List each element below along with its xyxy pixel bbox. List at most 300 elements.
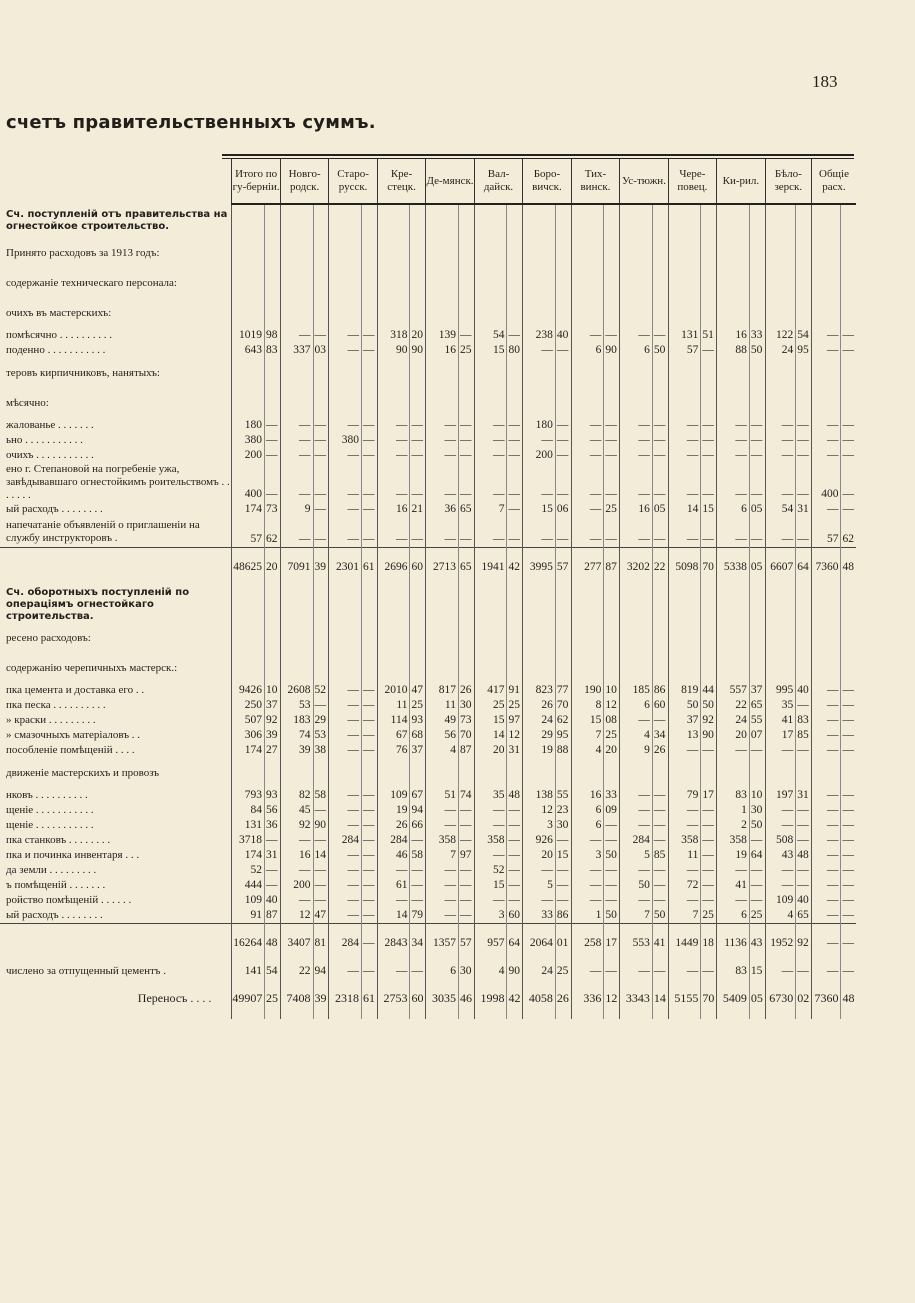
kopecks-cell bbox=[507, 238, 523, 268]
kopecks-cell: — bbox=[507, 833, 523, 848]
rubles-cell bbox=[523, 653, 556, 683]
table-row bbox=[0, 388, 856, 418]
rubles-cell: — bbox=[474, 418, 507, 433]
rubles-cell: — bbox=[329, 502, 362, 517]
kopecks-cell: 37 bbox=[265, 698, 281, 713]
row-label: ый расходъ . . . . . . . . bbox=[6, 503, 103, 515]
table-row bbox=[0, 818, 856, 833]
rubles-cell: 90 bbox=[377, 343, 410, 358]
kopecks-cell: 51 bbox=[701, 328, 717, 343]
kopecks-cell: — bbox=[701, 743, 717, 758]
kopecks-cell: 10 bbox=[265, 683, 281, 698]
row-label: Сч. оборотныхъ поступленій по операціямъ огнестойкаго строительства. bbox=[6, 587, 190, 622]
kopecks-cell: — bbox=[652, 803, 668, 818]
rubles-cell: 67 bbox=[377, 728, 410, 743]
rubles-cell: 7 bbox=[620, 908, 653, 924]
kopecks-cell: — bbox=[507, 863, 523, 878]
kopecks-cell: 25 bbox=[507, 698, 523, 713]
rubles-cell: — bbox=[280, 433, 313, 448]
kopecks-cell: — bbox=[652, 448, 668, 463]
kopecks-cell bbox=[796, 623, 812, 653]
kopecks-cell bbox=[701, 268, 717, 298]
rubles-cell: 49 bbox=[426, 713, 459, 728]
table-row bbox=[0, 204, 856, 238]
rubles-cell: 5155 bbox=[668, 979, 701, 1019]
rubles-cell: — bbox=[571, 328, 604, 343]
kopecks-cell bbox=[796, 587, 812, 623]
rubles-cell: 4058 bbox=[523, 979, 556, 1019]
kopecks-cell: 48 bbox=[265, 924, 281, 964]
rubles-cell bbox=[523, 358, 556, 388]
rubles-cell: 200 bbox=[523, 448, 556, 463]
rubles-cell: 6 bbox=[571, 803, 604, 818]
rubles-cell: 57 bbox=[668, 343, 701, 358]
kopecks-cell: — bbox=[410, 448, 426, 463]
kopecks-cell: — bbox=[313, 698, 329, 713]
rubles-cell: 2301 bbox=[329, 547, 362, 587]
kopecks-cell bbox=[701, 298, 717, 328]
kopecks-cell: — bbox=[313, 893, 329, 908]
kopecks-cell: — bbox=[458, 893, 474, 908]
kopecks-cell: 17 bbox=[701, 788, 717, 803]
kopecks-cell: 87 bbox=[604, 547, 620, 587]
row-label: нковъ . . . . . . . . . . bbox=[6, 789, 88, 801]
kopecks-cell: — bbox=[555, 433, 571, 448]
kopecks-cell: 97 bbox=[458, 848, 474, 863]
rubles-cell bbox=[717, 268, 750, 298]
table-row bbox=[0, 683, 856, 698]
kopecks-cell: 54 bbox=[796, 328, 812, 343]
rubles-cell bbox=[474, 358, 507, 388]
kopecks-cell: — bbox=[458, 463, 474, 502]
kopecks-cell: — bbox=[313, 803, 329, 818]
column-header-11: Бѣло-зерск. bbox=[765, 159, 811, 204]
kopecks-cell bbox=[313, 758, 329, 788]
kopecks-cell bbox=[410, 623, 426, 653]
rubles-cell: — bbox=[426, 463, 459, 502]
rubles-cell: — bbox=[717, 448, 750, 463]
rubles-cell: 24 bbox=[523, 713, 556, 728]
row-label: пка цемента и доставка его . . bbox=[6, 684, 145, 696]
rubles-cell bbox=[620, 238, 653, 268]
rubles-cell: 16 bbox=[717, 328, 750, 343]
rubles-cell: — bbox=[329, 418, 362, 433]
rubles-cell: — bbox=[280, 833, 313, 848]
kopecks-cell: 88 bbox=[555, 743, 571, 758]
kopecks-cell bbox=[410, 204, 426, 238]
rubles-cell: 49907 bbox=[232, 979, 265, 1019]
rubles-cell: 39 bbox=[280, 743, 313, 758]
table-row bbox=[0, 848, 856, 863]
rubles-cell bbox=[377, 388, 410, 418]
kopecks-cell bbox=[507, 204, 523, 238]
rubles-cell: — bbox=[523, 863, 556, 878]
rubles-cell: — bbox=[668, 964, 701, 979]
kopecks-cell bbox=[796, 758, 812, 788]
kopecks-cell: 94 bbox=[313, 964, 329, 979]
rubles-cell bbox=[811, 623, 841, 653]
rubles-cell: — bbox=[377, 517, 410, 547]
kopecks-cell: — bbox=[701, 818, 717, 833]
rubles-cell: — bbox=[280, 418, 313, 433]
rubles-cell: 109 bbox=[765, 893, 796, 908]
rubles-cell: 2064 bbox=[523, 924, 556, 964]
kopecks-cell: 10 bbox=[749, 788, 765, 803]
kopecks-cell: 86 bbox=[652, 683, 668, 698]
kopecks-cell: 12 bbox=[604, 979, 620, 1019]
rubles-cell: 1 bbox=[571, 908, 604, 924]
kopecks-cell: 90 bbox=[701, 728, 717, 743]
kopecks-cell: — bbox=[841, 728, 856, 743]
kopecks-cell: 27 bbox=[265, 743, 281, 758]
table-row bbox=[0, 964, 856, 979]
kopecks-cell: — bbox=[265, 463, 281, 502]
rubles-cell: 24 bbox=[523, 964, 556, 979]
rubles-cell: — bbox=[668, 743, 701, 758]
rubles-cell: 197 bbox=[765, 788, 796, 803]
table-row bbox=[0, 343, 856, 358]
rubles-cell: 76 bbox=[377, 743, 410, 758]
rubles-cell: 11 bbox=[426, 698, 459, 713]
rubles-cell: — bbox=[620, 788, 653, 803]
table-row bbox=[0, 517, 856, 547]
kopecks-cell bbox=[701, 653, 717, 683]
table-row bbox=[0, 502, 856, 517]
kopecks-cell bbox=[841, 204, 856, 238]
rubles-cell: — bbox=[377, 893, 410, 908]
kopecks-cell: — bbox=[841, 848, 856, 863]
kopecks-cell: 31 bbox=[265, 848, 281, 863]
row-label: Переносъ . . . . bbox=[137, 991, 212, 1005]
rubles-cell: — bbox=[811, 713, 841, 728]
kopecks-cell: — bbox=[362, 502, 378, 517]
rubles-cell bbox=[329, 623, 362, 653]
kopecks-cell: 50 bbox=[652, 908, 668, 924]
kopecks-cell: 61 bbox=[362, 979, 378, 1019]
rubles-cell bbox=[620, 587, 653, 623]
kopecks-cell bbox=[458, 238, 474, 268]
kopecks-cell: 20 bbox=[604, 743, 620, 758]
kopecks-cell: — bbox=[410, 418, 426, 433]
rubles-cell bbox=[668, 587, 701, 623]
rubles-cell: 2713 bbox=[426, 547, 459, 587]
kopecks-cell bbox=[841, 268, 856, 298]
kopecks-cell: — bbox=[652, 818, 668, 833]
rubles-cell: — bbox=[765, 863, 796, 878]
column-header-9: Чере-повец. bbox=[668, 159, 716, 204]
rubles-cell: 41 bbox=[765, 713, 796, 728]
rubles-cell: 50 bbox=[668, 698, 701, 713]
table-row bbox=[0, 298, 856, 328]
kopecks-cell bbox=[410, 758, 426, 788]
kopecks-cell: — bbox=[652, 463, 668, 502]
rubles-cell bbox=[329, 298, 362, 328]
kopecks-cell: 20 bbox=[410, 328, 426, 343]
rubles-cell: — bbox=[329, 328, 362, 343]
row-label: ъ помѣщеній . . . . . . . bbox=[6, 879, 106, 891]
kopecks-cell: — bbox=[796, 418, 812, 433]
kopecks-cell: 25 bbox=[410, 698, 426, 713]
rubles-cell bbox=[811, 758, 841, 788]
rubles-cell: — bbox=[329, 848, 362, 863]
kopecks-cell: — bbox=[796, 517, 812, 547]
rubles-cell: 3718 bbox=[232, 833, 265, 848]
kopecks-cell: — bbox=[362, 833, 378, 848]
column-header-12: Общіе расх. bbox=[811, 159, 856, 204]
kopecks-cell bbox=[362, 238, 378, 268]
kopecks-cell: — bbox=[749, 448, 765, 463]
kopecks-cell: 17 bbox=[604, 924, 620, 964]
rubles-cell: 41 bbox=[717, 878, 750, 893]
rubles-cell: 88 bbox=[717, 343, 750, 358]
kopecks-cell: 90 bbox=[313, 818, 329, 833]
rubles-cell bbox=[426, 623, 459, 653]
row-label: пка песка . . . . . . . . . . bbox=[6, 699, 106, 711]
kopecks-cell bbox=[555, 238, 571, 268]
kopecks-cell bbox=[701, 623, 717, 653]
kopecks-cell: — bbox=[841, 463, 856, 502]
rubles-cell: — bbox=[571, 418, 604, 433]
kopecks-cell: — bbox=[410, 964, 426, 979]
rubles-cell: — bbox=[811, 683, 841, 698]
rubles-cell: — bbox=[474, 448, 507, 463]
kopecks-cell: 42 bbox=[507, 979, 523, 1019]
kopecks-cell: 26 bbox=[458, 683, 474, 698]
kopecks-cell: — bbox=[796, 878, 812, 893]
rubles-cell: — bbox=[377, 463, 410, 502]
rubles-cell bbox=[280, 587, 313, 623]
kopecks-cell: 39 bbox=[265, 728, 281, 743]
rubles-cell bbox=[280, 653, 313, 683]
kopecks-cell bbox=[749, 758, 765, 788]
rubles-cell: — bbox=[811, 908, 841, 924]
rubles-cell: 277 bbox=[571, 547, 604, 587]
rubles-cell: — bbox=[620, 418, 653, 433]
kopecks-cell: — bbox=[313, 833, 329, 848]
rubles-cell: — bbox=[280, 328, 313, 343]
kopecks-cell: — bbox=[841, 448, 856, 463]
row-label: ьно . . . . . . . . . . . bbox=[6, 434, 83, 446]
rubles-cell: — bbox=[811, 448, 841, 463]
kopecks-cell: — bbox=[265, 448, 281, 463]
rubles-cell: 122 bbox=[765, 328, 796, 343]
rubles-cell: — bbox=[523, 433, 556, 448]
kopecks-cell bbox=[652, 653, 668, 683]
kopecks-cell bbox=[458, 358, 474, 388]
rubles-cell bbox=[377, 623, 410, 653]
rubles-cell: 2318 bbox=[329, 979, 362, 1019]
kopecks-cell: 81 bbox=[313, 924, 329, 964]
kopecks-cell: — bbox=[265, 833, 281, 848]
kopecks-cell: — bbox=[749, 517, 765, 547]
kopecks-cell: — bbox=[362, 743, 378, 758]
kopecks-cell: — bbox=[604, 463, 620, 502]
kopecks-cell bbox=[313, 238, 329, 268]
rubles-cell: 6 bbox=[620, 343, 653, 358]
rubles-cell: 45 bbox=[280, 803, 313, 818]
rubles-cell: 17 bbox=[765, 728, 796, 743]
kopecks-cell: — bbox=[555, 863, 571, 878]
rubles-cell: 56 bbox=[426, 728, 459, 743]
rubles-cell bbox=[765, 298, 796, 328]
rubles-cell: 337 bbox=[280, 343, 313, 358]
rubles-cell bbox=[811, 298, 841, 328]
kopecks-cell: 87 bbox=[265, 908, 281, 924]
rubles-cell bbox=[717, 238, 750, 268]
rubles-cell: — bbox=[668, 418, 701, 433]
kopecks-cell: — bbox=[796, 833, 812, 848]
kopecks-cell bbox=[604, 388, 620, 418]
table-row bbox=[0, 238, 856, 268]
kopecks-cell: 38 bbox=[313, 743, 329, 758]
rubles-cell: 1941 bbox=[474, 547, 507, 587]
rubles-cell: 358 bbox=[426, 833, 459, 848]
kopecks-cell: — bbox=[796, 964, 812, 979]
rubles-cell bbox=[426, 388, 459, 418]
kopecks-cell: 85 bbox=[652, 848, 668, 863]
rubles-cell: 507 bbox=[232, 713, 265, 728]
kopecks-cell bbox=[701, 388, 717, 418]
kopecks-cell bbox=[265, 238, 281, 268]
kopecks-cell bbox=[362, 204, 378, 238]
kopecks-cell: — bbox=[458, 517, 474, 547]
rubles-cell: — bbox=[329, 698, 362, 713]
rubles-cell bbox=[765, 204, 796, 238]
rubles-cell bbox=[571, 653, 604, 683]
kopecks-cell: 39 bbox=[313, 979, 329, 1019]
kopecks-cell bbox=[604, 653, 620, 683]
kopecks-cell: — bbox=[507, 803, 523, 818]
kopecks-cell: — bbox=[313, 418, 329, 433]
kopecks-cell bbox=[362, 623, 378, 653]
rubles-cell bbox=[620, 623, 653, 653]
kopecks-cell: 65 bbox=[796, 908, 812, 924]
kopecks-cell: — bbox=[362, 698, 378, 713]
rubles-cell: 22 bbox=[717, 698, 750, 713]
kopecks-cell: 52 bbox=[313, 683, 329, 698]
rubles-cell: 16 bbox=[571, 788, 604, 803]
column-header-5: Вал-дайск. bbox=[474, 159, 522, 204]
rubles-cell: — bbox=[571, 448, 604, 463]
rubles-cell: — bbox=[765, 964, 796, 979]
table-row bbox=[0, 358, 856, 388]
kopecks-cell bbox=[841, 388, 856, 418]
kopecks-cell: — bbox=[701, 878, 717, 893]
kopecks-cell bbox=[265, 653, 281, 683]
rubles-cell: 400 bbox=[232, 463, 265, 502]
row-label: ресено расходовъ: bbox=[6, 631, 91, 644]
kopecks-cell: — bbox=[841, 343, 856, 358]
rubles-cell: 14 bbox=[474, 728, 507, 743]
kopecks-cell: 33 bbox=[604, 788, 620, 803]
row-label bbox=[0, 924, 232, 964]
kopecks-cell bbox=[796, 268, 812, 298]
rubles-cell bbox=[280, 238, 313, 268]
kopecks-cell: — bbox=[652, 418, 668, 433]
rubles-cell: 37 bbox=[668, 713, 701, 728]
kopecks-cell: — bbox=[313, 878, 329, 893]
kopecks-cell: — bbox=[701, 848, 717, 863]
row-label: ено г. Степановой на погребеніе ужа, завѣдывавшаго огнестойкимъ роительствомъ . . . . . . . bbox=[6, 463, 230, 501]
kopecks-cell: — bbox=[507, 848, 523, 863]
row-label: » краски . . . . . . . . . bbox=[6, 714, 96, 726]
kopecks-cell: — bbox=[313, 517, 329, 547]
kopecks-cell bbox=[507, 623, 523, 653]
kopecks-cell bbox=[507, 653, 523, 683]
rubles-cell: — bbox=[765, 743, 796, 758]
column-header-3: Кре-стецк. bbox=[377, 159, 425, 204]
rubles-cell: — bbox=[571, 502, 604, 517]
kopecks-cell: — bbox=[265, 418, 281, 433]
rubles-cell: — bbox=[668, 893, 701, 908]
rubles-cell: — bbox=[811, 863, 841, 878]
kopecks-cell: — bbox=[841, 418, 856, 433]
rubles-cell: — bbox=[717, 893, 750, 908]
kopecks-cell: 25 bbox=[749, 908, 765, 924]
kopecks-cell bbox=[796, 298, 812, 328]
rubles-cell bbox=[571, 587, 604, 623]
rubles-cell bbox=[377, 268, 410, 298]
kopecks-cell: — bbox=[652, 878, 668, 893]
rubles-cell: — bbox=[523, 893, 556, 908]
kopecks-cell: 50 bbox=[749, 343, 765, 358]
rubles-cell: 26 bbox=[523, 698, 556, 713]
rubles-cell: 11 bbox=[377, 698, 410, 713]
kopecks-cell: — bbox=[458, 863, 474, 878]
kopecks-cell: — bbox=[507, 433, 523, 448]
kopecks-cell: — bbox=[410, 433, 426, 448]
kopecks-cell: 31 bbox=[796, 788, 812, 803]
kopecks-cell: 30 bbox=[458, 964, 474, 979]
rubles-cell: — bbox=[426, 803, 459, 818]
kopecks-cell: 60 bbox=[652, 698, 668, 713]
kopecks-cell bbox=[458, 758, 474, 788]
kopecks-cell: — bbox=[362, 713, 378, 728]
kopecks-cell: — bbox=[701, 863, 717, 878]
rubles-cell bbox=[765, 587, 796, 623]
rubles-cell: 3 bbox=[474, 908, 507, 924]
rubles-cell: — bbox=[280, 517, 313, 547]
rubles-cell: 6607 bbox=[765, 547, 796, 587]
kopecks-cell bbox=[410, 268, 426, 298]
table-row bbox=[0, 587, 856, 623]
kopecks-cell: — bbox=[507, 517, 523, 547]
kopecks-cell bbox=[458, 298, 474, 328]
rubles-cell: — bbox=[811, 818, 841, 833]
kopecks-cell: 50 bbox=[652, 343, 668, 358]
rubles-cell: — bbox=[717, 743, 750, 758]
rubles-cell: 5338 bbox=[717, 547, 750, 587]
column-header-10: Ки-рил. bbox=[717, 159, 765, 204]
rubles-cell: — bbox=[668, 448, 701, 463]
kopecks-cell: — bbox=[749, 418, 765, 433]
kopecks-cell: 58 bbox=[313, 788, 329, 803]
rubles-cell: 793 bbox=[232, 788, 265, 803]
kopecks-cell: 98 bbox=[265, 328, 281, 343]
kopecks-cell: 07 bbox=[749, 728, 765, 743]
kopecks-cell bbox=[555, 358, 571, 388]
kopecks-cell: 47 bbox=[410, 683, 426, 698]
rubles-cell: — bbox=[474, 803, 507, 818]
rubles-cell: — bbox=[280, 893, 313, 908]
rubles-cell: — bbox=[329, 893, 362, 908]
rubles-cell: — bbox=[811, 803, 841, 818]
column-header-2: Старо-русск. bbox=[329, 159, 377, 204]
rubles-cell bbox=[329, 758, 362, 788]
rubles-cell: 19 bbox=[717, 848, 750, 863]
kopecks-cell: — bbox=[841, 683, 856, 698]
rubles-cell: 1 bbox=[717, 803, 750, 818]
